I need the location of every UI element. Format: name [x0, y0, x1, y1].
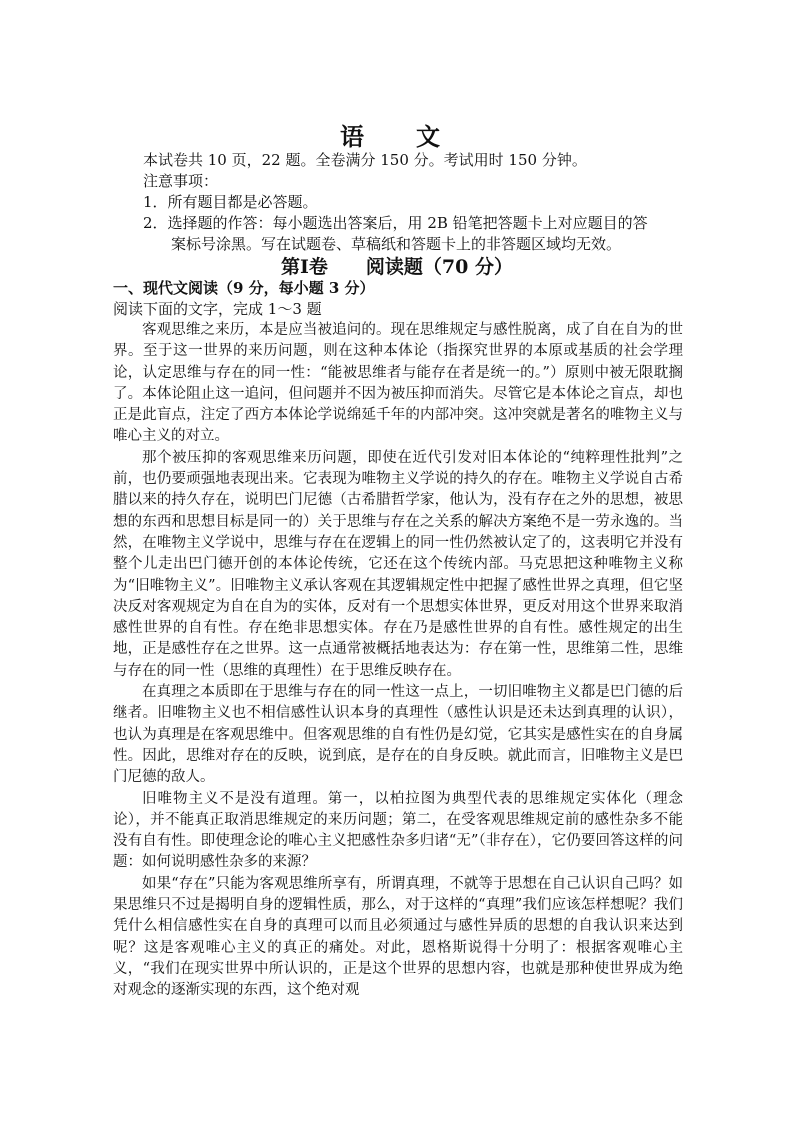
reading-instruction: 阅读下面的文字，完成 1～3 题: [113, 300, 322, 318]
notice-item-2: 2．选择题的作答：每小题选出答案后，用 2B 铅笔把答题卡上对应题目的答: [143, 214, 648, 232]
notice-item-2-continued: 案标号涂黑。写在试题卷、草稿纸和答题卡上的非答题区域均无效。: [171, 235, 622, 253]
passage-paragraph-4: 旧唯物主义不是没有道理。第一，以柏拉图为典型代表的思维规定实体化（理念论），并不能真正取消思维规定的来历问题；第二，在受客观思维规定前的感性杂多不能没有自有性。即使理念论的唯心主义把感性杂多归诸“无”（非存在），它仍要回答这样的问题：如何说明感性杂多的来源？: [113, 790, 683, 871]
passage-paragraph-2: 那个被压抑的客观思维来历问题，即使在近代引发对旧本体论的“纯粹理性批判”之前，也仍要顽强地表现出来。它表现为唯物主义学说的持久的存在。唯物主义学说自古希腊以来的持久存在，说明巴门尼德（古希腊哲学家，他认为，没有存在之外的思想，被思想的东西和思想目标是同一的）关于思维与存在之关系的解决方案绝不是一劳永逸的。当然，在唯物主义学说中，思维与存在在逻辑上的同一性仍然被认定了的，这表明它并没有整个儿走出巴门德开创的本体论传统，它还在这个传统内部。马克思把这种唯物主义称为“旧唯物主义”。旧唯物主义承认客观在其逻辑规定性中把握了感性世界之真理，但它坚决反对客观规定为自在自为的实体，反对有一个思想实体世界，更反对用这个世界来取消感性世界的自有性。存在绝非思想实体。存在乃是感性世界的自有性。感性规定的出生地，正是感性存在之世界。这一点通常被概括地表达为：存在第一性，思维第二性，思维与存在的同一性（思维的真理性）在于思维反映存在。: [113, 449, 683, 679]
exam-intro: [143, 150, 713, 255]
passage-paragraph-3: 在真理之本质即在于思维与存在的同一性这一点上，一切旧唯物主义都是巴门德的后继者。旧唯物主义也不相信感性认识本身的真理性（感性认识是还未达到真理的认识），也认为真理是在客观思维中。但客观思维的自有性仍是幻觉，它其实是感性实在的自身属性。因此，思维对存在的反映，说到底，是存在的自身反映。就此而言，旧唯物主义是巴门尼德的敌人。: [113, 684, 683, 786]
part-title: 第Ⅰ卷 阅读题（70 分）: [281, 256, 513, 278]
reading-passage: [113, 320, 683, 1002]
passage-paragraph-1: 客观思维之来历，本是应当被追问的。现在思维规定与感性脱离，成了自在自为的世界。至于这一世界的来历问题，则在这种本体论（指探究世界的本原或基质的社会学理论，认定思维与存在的同一性：“能被思维者与能存在者是统一的。”）原则中被无限耽搁了。本体论阻止这一追问，但问题并不因为被压抑而消失。尽管它是本体论之盲点，却也正是此盲点，注定了西方本体论学说绵延千年的内部冲突。这冲突就是著名的唯物主义与唯心主义的对立。: [113, 322, 683, 445]
notice-label: 注意事项：: [143, 172, 219, 190]
exam-info-line: 本试卷共 10 页，22 题。全卷满分 150 分。考试用时 150 分钟。: [143, 151, 587, 169]
section-title: 一、现代文阅读（9 分，每小题 3 分）: [113, 279, 375, 297]
notice-item-1: 1．所有题目都是必答题。: [143, 193, 318, 211]
exam-subject-title: 语 文: [340, 122, 454, 151]
passage-paragraph-5: 如果“存在”只能为客观思维所享有，所谓真理，不就等于思想在自己认识自己吗？如果思维只不过是揭明自身的逻辑性质，那么，对于这样的“真理”我们应该怎样想呢？我们凭什么相信感性实在自身的真理可以而且必须通过与感性异质的思想的自我认识来达到呢？这是客观唯心主义的真正的痛处。对此，恩格斯说得十分明了：根据客观唯心主义，“我们在现实世界中所认识的，正是这个世界的思想内容，也就是那种使世界成为绝对观念的逐渐实现的东西，这个绝对观: [113, 875, 683, 999]
